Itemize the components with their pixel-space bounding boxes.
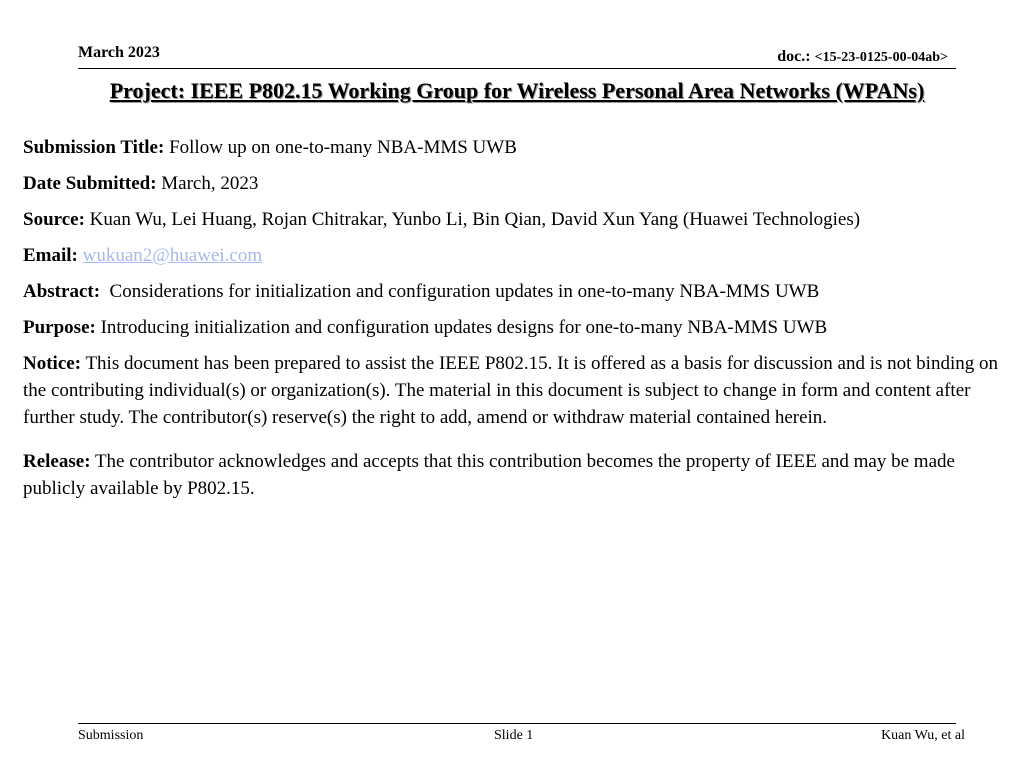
purpose-label: Purpose:	[23, 317, 96, 338]
header-date: March 2023	[78, 44, 160, 61]
notice-row	[23, 350, 1008, 431]
purpose-value: Introducing initialization and configuration updates designs for one-to-many NBA-MMS UWB	[95, 317, 828, 338]
abstract-label: Abstract:	[23, 281, 101, 302]
slide-content	[23, 134, 1008, 511]
email-link[interactable]: wukuan2@huawei.com	[82, 245, 263, 266]
footer-submission: Submission	[78, 728, 144, 743]
doc-label: doc.:	[777, 48, 815, 65]
abstract-value: Considerations for initialization and configuration updates in one-to-many NBA-MMS UWB	[100, 281, 820, 302]
header-doc-id	[777, 48, 948, 66]
release-row	[23, 448, 1008, 502]
footer-slide-number: Slide 1	[494, 728, 534, 743]
date-submitted-label: Date Submitted:	[23, 173, 157, 194]
project-title: Project: IEEE P802.15 Working Group for Wireless Personal Area Networks (WPANs)	[109, 78, 925, 103]
source-value: Kuan Wu, Lei Huang, Rojan Chitrakar, Yunbo Li, Bin Qian, David Xun Yang (Huawei Technologies)	[84, 209, 861, 230]
date-submitted-row	[23, 170, 1008, 197]
submission-title-label: Submission Title:	[23, 137, 165, 158]
email-row	[23, 242, 1008, 269]
purpose-row	[23, 314, 1008, 341]
abstract-row	[23, 278, 1008, 305]
notice-label: Notice:	[23, 353, 82, 374]
doc-number: <15-23-0125-00-04ab>	[814, 50, 948, 65]
footer-divider	[78, 723, 956, 724]
source-row	[23, 206, 1008, 233]
footer-author: Kuan Wu, et al	[881, 728, 965, 743]
source-label: Source:	[23, 209, 85, 230]
release-value: The contributor acknowledges and accepts that this contribution becomes the property of IEEE and may be made publicly available by P802.15.	[23, 451, 955, 499]
release-label: Release:	[23, 451, 91, 472]
header-divider	[78, 68, 956, 69]
submission-title-value: Follow up on one-to-many NBA-MMS UWB	[164, 137, 517, 158]
submission-title-row	[23, 134, 1008, 161]
notice-value: This document has been prepared to assist the IEEE P802.15. It is offered as a basis for discussion and is not binding on the contributing individual(s) or organization(s). The material in this document is subject to change in form and content after further study. The contributor(s) reserve(s) the right to add, amend or withdraw material contained herein.	[23, 353, 998, 428]
date-submitted-value: March, 2023	[156, 173, 259, 194]
email-label: Email:	[23, 245, 78, 266]
